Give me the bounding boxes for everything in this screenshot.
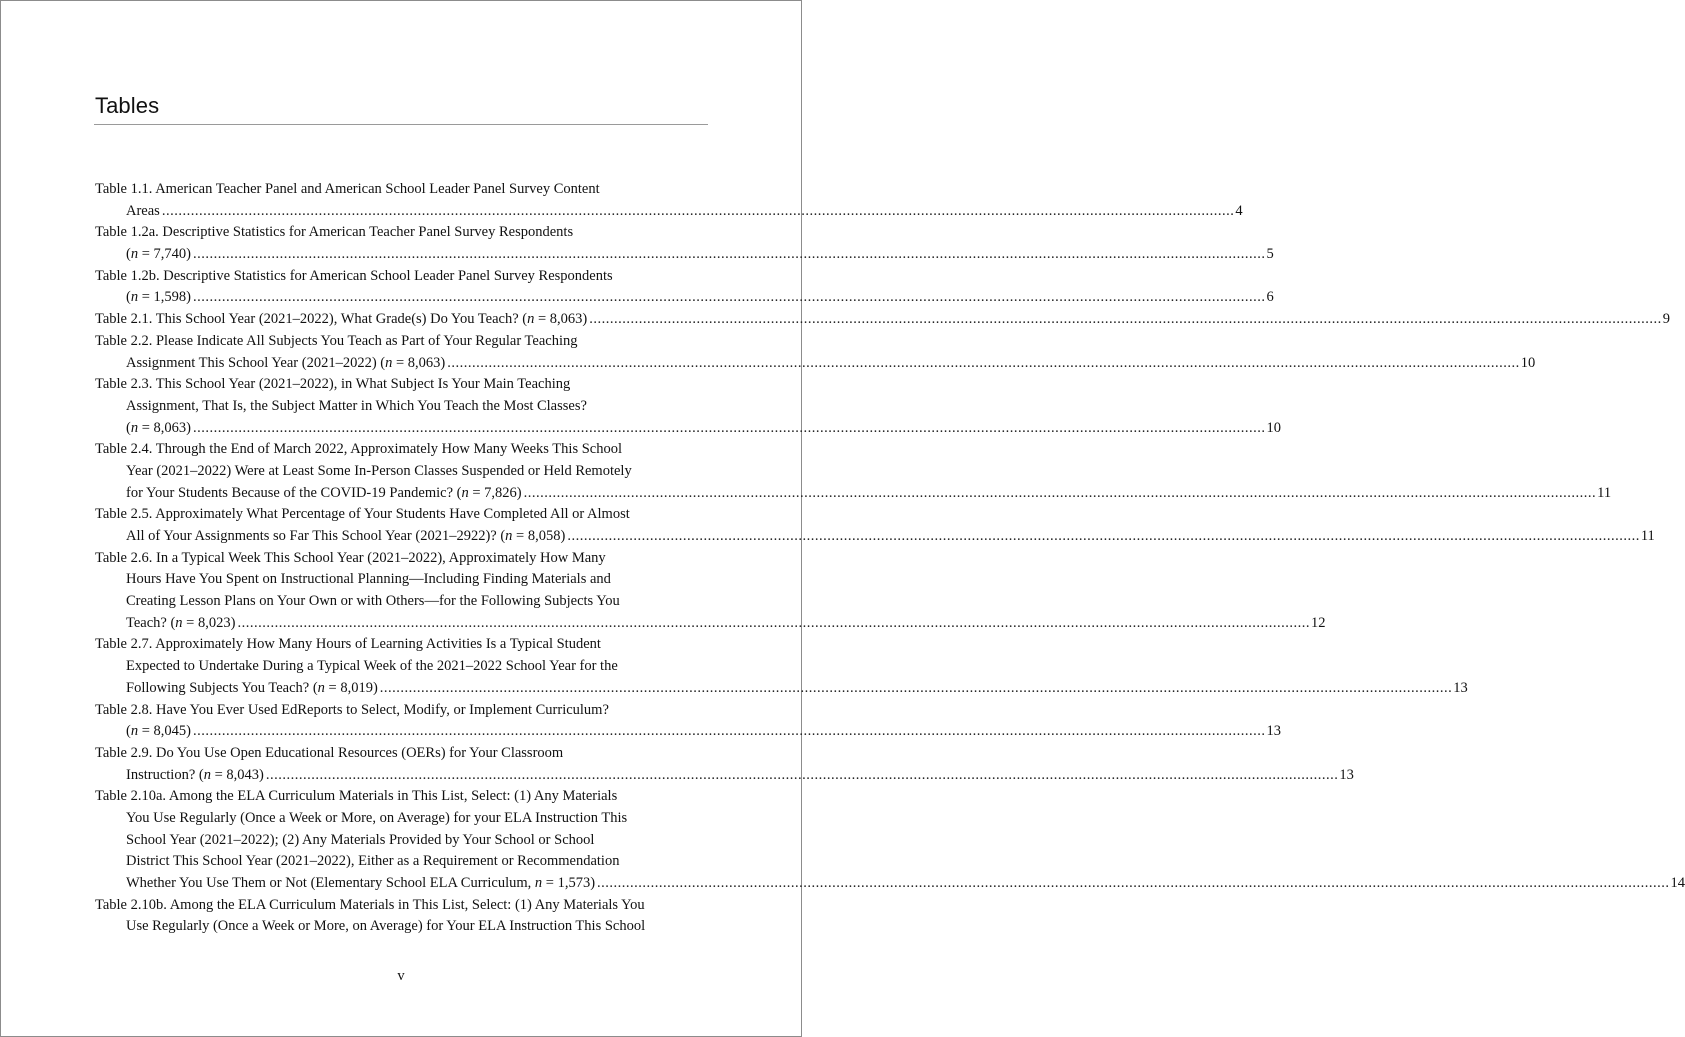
toc-entry-text: Table 2.9. Do You Use Open Educational Resources (OERs) for Your Classroom <box>95 744 564 761</box>
toc-entry-text: Table 1.1. American Teacher Panel and American School Leader Panel Survey Content <box>95 181 600 197</box>
toc-page-number: 13 <box>1266 723 1281 740</box>
toc-entry-line <box>95 613 1326 635</box>
toc-entry-text: Teach? (n = 8,023) <box>126 614 236 631</box>
page-title: Tables <box>95 93 160 118</box>
toc-page-number: 10 <box>1266 419 1281 436</box>
toc-entry-text: Table 2.4. Through the End of March 2022, Approximately How Many Weeks This School <box>95 441 622 458</box>
toc-entry[interactable] <box>95 309 1670 331</box>
toc-entry-text: Table 2.6. In a Typical Week This School Year (2021–2022), Approximately How Many <box>95 549 606 566</box>
toc-entry-line <box>95 678 1468 700</box>
toc-entry-line <box>95 201 1243 223</box>
toc-entry[interactable] <box>95 266 1274 309</box>
toc-entry-text: Expected to Undertake During a Typical Week of the 2021–2022 School Year for the <box>126 658 618 675</box>
toc-entry-text: Table 2.10b. Among the ELA Curriculum Materials in This List, Select: (1) Any Materials You <box>95 896 645 913</box>
toc-page-number: 6 <box>1266 289 1274 306</box>
toc-entry-text: Instruction? (n = 8,043) <box>126 766 264 783</box>
toc-entry-line <box>95 873 1685 895</box>
toc-entry-text: Creating Lesson Plans on Your Own or with Others—for the Following Subjects You <box>126 593 620 610</box>
toc-entry[interactable] <box>95 700 1281 743</box>
dot-leader: .................................................................................................................................................................................................................................................................... <box>192 419 1266 436</box>
toc-entry[interactable] <box>95 179 1243 222</box>
toc-entry-line <box>95 418 1281 440</box>
toc-page-number: 10 <box>1520 354 1536 371</box>
toc-entry[interactable] <box>95 439 1612 504</box>
toc-entry-text: Assignment, That Is, the Subject Matter in Which You Teach the Most Classes? <box>126 397 587 414</box>
toc-entry-text: All of Your Assignments so Far This School Year (2021–2922)? (n = 8,058) <box>126 528 566 544</box>
toc-entry-text: Following Subjects You Teach? (n = 8,019) <box>126 679 378 696</box>
toc-entry-line <box>95 765 1354 787</box>
dot-leader: .................................................................................................................................................................................................................................................................... <box>523 484 1597 501</box>
toc-entry-text: Table 2.2. Please Indicate All Subjects You Teach as Part of Your Regular Teaching <box>95 332 578 349</box>
toc-page-number: 14 <box>1670 875 1685 891</box>
toc-entry-line <box>95 721 1281 743</box>
toc-page-number: 9 <box>1662 311 1670 328</box>
dot-leader: .................................................................................................................................................................................................................................................................... <box>447 354 1520 371</box>
toc-entry-text: Table 2.3. This School Year (2021–2022), in What Subject Is Your Main Teaching <box>95 376 571 393</box>
toc-entry[interactable] <box>95 548 1326 635</box>
title-divider <box>94 124 708 125</box>
dot-leader: .................................................................................................................................................................................................................................................................... <box>379 679 1453 696</box>
toc-entry-text: Table 2.7. Approximately How Many Hours of Learning Activities Is a Typical Student <box>95 636 601 653</box>
dot-leader: .................................................................................................................................................................................................................................................................... <box>237 614 1310 631</box>
toc-entry-text: Table 2.5. Approximately What Percentage of Your Students Have Completed All or Almost <box>95 506 630 523</box>
dot-leader: .................................................................................................................................................................................................................................................................... <box>192 723 1266 740</box>
toc-page-number: 11 <box>1640 528 1655 544</box>
dot-leader: .................................................................................................................................................................................................................................................................... <box>589 311 1662 328</box>
toc-entry[interactable] <box>95 634 1468 699</box>
toc-entry-text: for Your Students Because of the COVID-19 Pandemic? (n = 7,826) <box>126 484 522 501</box>
toc-entry[interactable] <box>95 504 1655 547</box>
toc-page-number: 12 <box>1310 614 1326 631</box>
toc-page-number: 4 <box>1235 202 1243 219</box>
toc-page-number: 11 <box>1597 484 1612 501</box>
toc-entry-text: District This School Year (2021–2022), Either as a Requirement or Recommendation <box>126 853 620 870</box>
toc-entry[interactable] <box>95 374 1281 439</box>
toc-entry-text: Table 2.10a. Among the ELA Curriculum Materials in This List, Select: (1) Any Materials <box>95 788 618 805</box>
toc-entry-text: Hours Have You Spent on Instructional Planning—Including Finding Materials and <box>126 571 611 588</box>
toc-entry-text: Table 2.1. This School Year (2021–2022), What Grade(s) Do You Teach? (n = 8,063) <box>95 311 588 328</box>
toc-entry-text: Table 1.2a. Descriptive Statistics for American Teacher Panel Survey Respondents <box>95 224 574 241</box>
toc-entry-text: (n = 1,598) <box>126 289 191 306</box>
toc-entry-text: Assignment This School Year (2021–2022) (n = 8,063) <box>126 354 446 371</box>
table-of-tables <box>95 179 1685 938</box>
toc-entry[interactable] <box>95 222 1274 265</box>
toc-page-number: 5 <box>1266 246 1274 263</box>
dot-leader: .................................................................................................................................................................................................................................................................... <box>192 246 1266 263</box>
toc-entry-text: Use Regularly (Once a Week or More, on Average) for Your ELA Instruction This School <box>126 918 646 935</box>
toc-entry-text: Whether You Use Them or Not (Elementary School ELA Curriculum, n = 1,573) <box>126 875 596 891</box>
toc-entry-text: Table 2.8. Have You Ever Used EdReports to Select, Modify, or Implement Curriculum? <box>95 701 609 718</box>
toc-entry-text: You Use Regularly (Once a Week or More, on Average) for your ELA Instruction This <box>126 809 628 826</box>
dot-leader: .................................................................................................................................................................................................................................................................... <box>161 202 1235 219</box>
toc-entry-text: (n = 7,740) <box>126 246 191 263</box>
dot-leader: .................................................................................................................................................................................................................................................................... <box>192 289 1266 306</box>
toc-entry-text: Areas <box>126 202 160 219</box>
toc-entry-text: Table 1.2b. Descriptive Statistics for American School Leader Panel Survey Respondents <box>95 267 613 284</box>
dot-leader: .................................................................................................................................................................................................................................................................... <box>265 766 1339 783</box>
toc-entry-line <box>95 526 1655 548</box>
page-number: v <box>397 968 405 984</box>
dot-leader: .................................................................................................................................................................................................................................................................... <box>567 528 1640 544</box>
toc-entry-text: School Year (2021–2022); (2) Any Materials Provided by Your School or School <box>126 831 595 848</box>
toc-entry[interactable] <box>95 786 1685 894</box>
dot-leader: .................................................................................................................................................................................................................................................................... <box>597 875 1670 891</box>
toc-entry-line <box>95 483 1612 505</box>
toc-entry[interactable] <box>95 331 1536 374</box>
toc-entry-line <box>95 353 1536 375</box>
toc-page-number: 13 <box>1339 766 1354 783</box>
toc-entry-line <box>95 244 1274 266</box>
toc-entry[interactable] <box>95 895 707 938</box>
toc-entry-line <box>95 309 1670 331</box>
toc-entry-line <box>95 287 1274 309</box>
toc-entry-text: (n = 8,063) <box>126 419 191 436</box>
toc-page-number: 13 <box>1453 679 1468 696</box>
toc-entry-text: (n = 8,045) <box>126 723 191 740</box>
toc-entry[interactable] <box>95 743 1354 786</box>
toc-entry-text: Year (2021–2022) Were at Least Some In-Person Classes Suspended or Held Remotely <box>126 462 632 479</box>
